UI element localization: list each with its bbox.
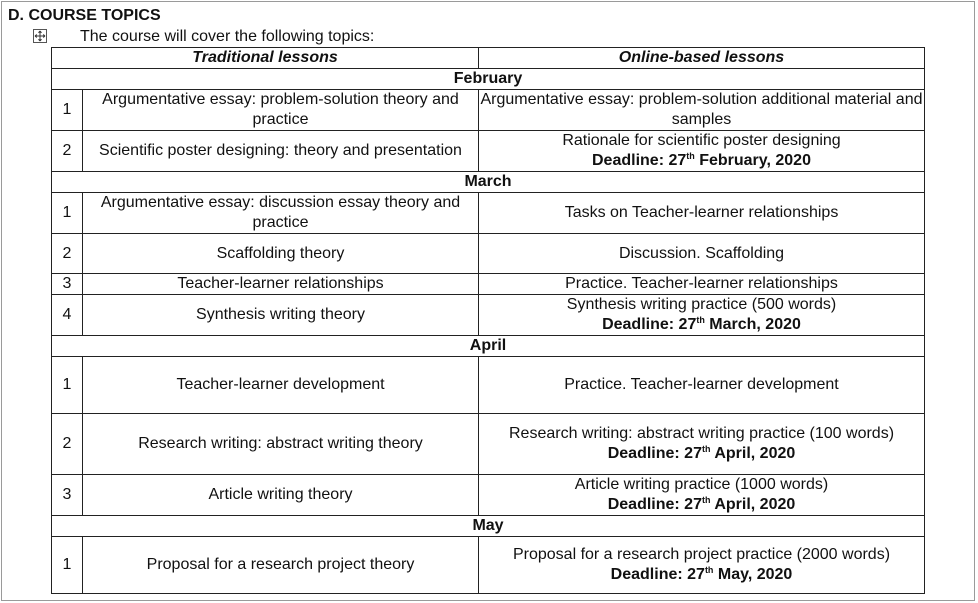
deadline-suffix: May, 2020: [713, 566, 793, 583]
deadline: [479, 151, 924, 171]
deadline: [479, 444, 924, 464]
deadline-prefix: Deadline: 27: [607, 445, 702, 462]
deadline-suffix: March, 2020: [704, 316, 801, 333]
online-lesson-text: Rationale for scientific poster designing: [562, 132, 841, 149]
column-header-row: [52, 48, 925, 69]
deadline-superscript: th: [686, 151, 695, 161]
online-lesson-text: Practice. Teacher-learner development: [564, 376, 839, 393]
row-number: 2: [52, 234, 83, 274]
table-row: [52, 90, 925, 131]
intro-text: The course will cover the following topics:: [80, 28, 375, 45]
online-lesson-text: Discussion. Scaffolding: [618, 244, 785, 262]
online-lesson-cell: [479, 295, 925, 336]
traditional-lesson-cell: Synthesis writing theory: [83, 295, 479, 336]
traditional-lesson-cell: Teacher-learner relationships: [83, 274, 479, 295]
table-row: [52, 475, 925, 516]
traditional-lesson-cell: Research writing: abstract writing theory: [83, 414, 479, 475]
deadline-superscript: th: [704, 565, 714, 575]
month-row: [52, 336, 925, 357]
deadline: [479, 315, 924, 335]
deadline-prefix: Deadline: 27: [602, 316, 697, 333]
online-lesson-text: Synthesis writing practice (500 words): [566, 296, 837, 313]
online-lesson-cell: [479, 131, 925, 172]
deadline-superscript: th: [701, 495, 711, 505]
table-row: [52, 357, 925, 414]
online-lesson-text: Practice. Teacher-learner relationships: [565, 275, 838, 292]
traditional-lesson-cell: Scientific poster designing: theory and presentation: [83, 131, 479, 172]
month-label: February: [52, 69, 925, 90]
traditional-lesson-cell: Argumentative essay: discussion essay theory and practice: [83, 193, 479, 234]
month-label: May: [52, 516, 925, 537]
online-lesson-cell: [479, 90, 925, 131]
deadline-prefix: Deadline: 27: [610, 566, 705, 583]
deadline-superscript: th: [701, 444, 711, 454]
row-number: 4: [52, 295, 83, 336]
topics-body: [52, 69, 925, 594]
course-topics-table: [51, 47, 925, 594]
month-row: [52, 69, 925, 90]
deadline-prefix: Deadline: 27: [607, 496, 702, 513]
online-lesson-cell: [479, 193, 925, 234]
table-row: [52, 295, 925, 336]
table-move-handle-icon[interactable]: [33, 29, 47, 43]
row-number: 2: [52, 414, 83, 475]
deadline-suffix: February, 2020: [694, 152, 811, 169]
deadline-superscript: th: [696, 315, 705, 325]
deadline: [479, 495, 924, 515]
section-title: D. COURSE TOPICS: [8, 7, 161, 24]
online-lesson-cell: [479, 357, 925, 414]
table-row: [52, 414, 925, 475]
online-lesson-text: Article writing practice (1000 words): [574, 476, 829, 493]
row-number: 1: [52, 537, 83, 594]
row-number: 3: [52, 274, 83, 295]
deadline-suffix: April, 2020: [710, 496, 796, 513]
online-lesson-text: Argumentative essay: problem-solution additional material and samples: [480, 91, 923, 128]
row-number: 1: [52, 357, 83, 414]
traditional-lesson-cell: Scaffolding theory: [83, 234, 479, 274]
column-header-traditional: Traditional lessons: [52, 48, 479, 69]
online-lesson-text: Research writing: abstract writing practice (100 words): [508, 425, 895, 442]
row-number: 1: [52, 90, 83, 131]
deadline-suffix: April, 2020: [710, 445, 796, 462]
month-row: [52, 516, 925, 537]
online-lesson-cell: [479, 414, 925, 475]
row-number: 2: [52, 131, 83, 172]
table-row: [52, 193, 925, 234]
online-lesson-cell: [479, 537, 925, 594]
table-row: [52, 131, 925, 172]
row-number: 1: [52, 193, 83, 234]
online-lesson-cell: [479, 274, 925, 295]
online-lesson-cell: [479, 234, 925, 274]
column-header-online: Online-based lessons: [479, 48, 925, 69]
online-lesson-text: Proposal for a research project practice (2000 words): [512, 546, 891, 563]
row-number: 3: [52, 475, 83, 516]
month-label: April: [52, 336, 925, 357]
month-row: [52, 172, 925, 193]
online-lesson-cell: [479, 475, 925, 516]
traditional-lesson-cell: Argumentative essay: problem-solution theory and practice: [83, 90, 479, 131]
deadline: [479, 565, 924, 585]
table-row: [52, 274, 925, 295]
table-row: [52, 537, 925, 594]
month-label: March: [52, 172, 925, 193]
table-row: [52, 234, 925, 274]
traditional-lesson-cell: Proposal for a research project theory: [83, 537, 479, 594]
deadline-prefix: Deadline: 27: [592, 152, 687, 169]
traditional-lesson-cell: Teacher-learner development: [83, 357, 479, 414]
traditional-lesson-cell: Article writing theory: [83, 475, 479, 516]
online-lesson-text: Tasks on Teacher-learner relationships: [564, 204, 839, 221]
